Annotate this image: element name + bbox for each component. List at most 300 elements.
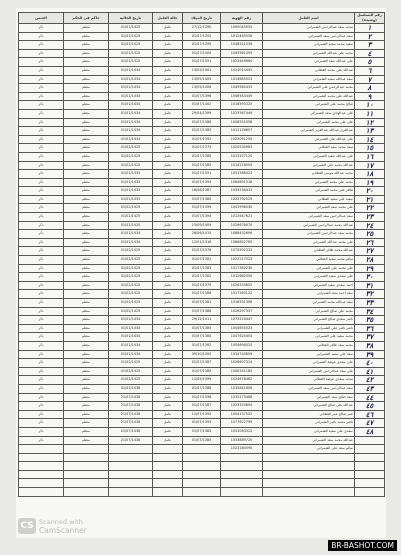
table-cell: سالم محمد سعيد القطاني (263, 256, 355, 265)
table-cell: منطم (64, 427, 109, 436)
table-cell: منطم (64, 290, 109, 299)
table-cell: 01/01/1434 (109, 316, 153, 325)
table-cell: 1023324894 (221, 402, 263, 411)
table-cell: ناصر سعدي صالح الشمراني (263, 316, 355, 325)
table-cell (355, 453, 385, 462)
table-cell: ١ (355, 24, 385, 33)
table-cell: عامل (153, 118, 183, 127)
table-cell: 1013157120 (221, 152, 263, 161)
table-row (19, 445, 385, 454)
table-cell: 1077622799 (221, 419, 263, 428)
table-cell: ذكر (19, 427, 64, 436)
table-cell: عامل (153, 109, 183, 118)
empty-row (19, 479, 385, 488)
table-row (19, 419, 385, 428)
table-cell: ٧ (355, 75, 385, 84)
table-cell: 01/07/1393 (183, 419, 221, 428)
table-row (19, 178, 385, 187)
table-cell: ٤٢ (355, 376, 385, 385)
column-header: حالة العامل (153, 13, 183, 24)
table-cell: عبدالله محمد عبدالرحمن الشمراني (263, 221, 355, 230)
table-cell: 01/07/1391 (183, 170, 221, 179)
table-cell: ٢٦ (355, 238, 385, 247)
table-cell: ذكر (19, 341, 64, 350)
table-cell: محمد سعدي عوضة القطاني (263, 376, 355, 385)
table-cell: 01/07/1388 (183, 307, 221, 316)
table-cell: 1051568423 (221, 170, 263, 179)
table-cell: 1035841606 (221, 384, 263, 393)
table-cell (153, 470, 183, 479)
table-cell: منطم (64, 32, 109, 41)
table-cell: عامل (153, 32, 183, 41)
table-cell: 01/07/1386 (183, 290, 221, 299)
table-cell: 01/07/1402 (183, 101, 221, 110)
table-cell: ذكر (19, 213, 64, 222)
table-cell: عامل (153, 238, 183, 247)
table-cell: محمد سعد عبدالرحمن الشمراني (263, 230, 355, 239)
table-cell: علي عبدالهادي سعد الشمراني (263, 109, 355, 118)
table-cell: 01/02/1425 (109, 213, 153, 222)
table-cell: عامل (153, 393, 183, 402)
table-cell: ٦ (355, 66, 385, 75)
table-cell: 26/06/1415 (183, 230, 221, 239)
column-header: الجنس (19, 13, 64, 24)
table-cell: عامل (153, 273, 183, 282)
table-cell: 11/07/1392 (183, 410, 221, 419)
table-cell: منطم (64, 75, 109, 84)
table-cell: 1008551058 (221, 118, 263, 127)
table-cell: 1044655023 (221, 324, 263, 333)
table-cell: سعيد علي سعيد القطاني (263, 195, 355, 204)
table-cell: منطم (64, 410, 109, 419)
watermark-line-1: Scanned with (39, 518, 83, 526)
table-cell: منطم (64, 144, 109, 153)
table-cell: عامل (153, 213, 183, 222)
table-cell: ٢٨ (355, 256, 385, 265)
table-row (19, 333, 385, 342)
table-cell: 01/07/1387 (183, 402, 221, 411)
table-cell: منطم (64, 316, 109, 325)
camscanner-watermark (18, 516, 123, 536)
table-cell: منطم (64, 419, 109, 428)
table-cell: 1026607314 (221, 359, 263, 368)
table-cell: عامل (153, 41, 183, 50)
table-cell: ذكر (19, 436, 64, 445)
table-cell: ذكر (19, 195, 64, 204)
empty-row (19, 470, 385, 479)
table-cell: ذكر (19, 84, 64, 93)
table-cell: 1035273488 (221, 393, 263, 402)
table-cell: منطم (64, 350, 109, 359)
table-cell: 01/07/1390 (183, 41, 221, 50)
table-cell (64, 445, 109, 454)
table-cell: 21/07/1438 (109, 436, 153, 445)
table-cell: منطم (64, 367, 109, 376)
table-cell: ذكر (19, 161, 64, 170)
table-row (19, 84, 385, 93)
table-cell: عامل (153, 195, 183, 204)
table-cell: 01/07/1379 (183, 281, 221, 290)
table-cell: عامل (153, 187, 183, 196)
table-row (19, 170, 385, 179)
table-cell: ٤٠ (355, 359, 385, 368)
table-cell: منطم (64, 299, 109, 308)
table-cell: 09/10/1392 (183, 350, 221, 359)
table-cell: ناصر ناصر علي الشمراني (263, 324, 355, 333)
table-cell: ١٩ (355, 178, 385, 187)
table-cell: محمد علي صالح الشمراني (263, 307, 355, 316)
table-cell: منطم (64, 152, 109, 161)
table-cell: عامل (153, 84, 183, 93)
table-cell: 1046583449 (221, 92, 263, 101)
table-cell: 1012465558 (221, 32, 263, 41)
table-row (19, 341, 385, 350)
table-cell: 1012647621 (221, 213, 263, 222)
table-cell (19, 488, 64, 497)
table-cell: 01/07/1388 (183, 118, 221, 127)
table-cell: ١٦ (355, 152, 385, 161)
table-cell: ١٧ (355, 161, 385, 170)
table-cell: 01/01/1425 (109, 41, 153, 50)
table-cell (263, 470, 355, 479)
table-cell: 01/01/1434 (109, 101, 153, 110)
table-cell (355, 462, 385, 471)
table-cell (263, 462, 355, 471)
column-header: تاريخ الحالية (109, 13, 153, 24)
table-cell (19, 470, 64, 479)
table-cell: ذكر (19, 402, 64, 411)
table-cell: 1040241185 (221, 367, 263, 376)
table-cell: عامل (153, 419, 183, 428)
table-cell: ٣٨ (355, 341, 385, 350)
table-cell: ٢٣ (355, 213, 385, 222)
table-row (19, 384, 385, 393)
table-cell (109, 488, 153, 497)
table-cell: 01/01/1434 (109, 75, 153, 84)
table-cell: 1033889720 (221, 436, 263, 445)
table-cell: 01/07/1382 (183, 273, 221, 282)
table-cell: ٣١ (355, 281, 385, 290)
table-cell: 01/07/1381 (183, 256, 221, 265)
table-cell: 1035534412 (221, 187, 263, 196)
table-cell: 01/07/1398 (183, 393, 221, 402)
table-cell: ذكر (19, 109, 64, 118)
table-row (19, 264, 385, 273)
table-row (19, 24, 385, 33)
table-row (19, 187, 385, 196)
table-cell (153, 453, 183, 462)
table-cell (64, 479, 109, 488)
empty-row (19, 462, 385, 471)
table-row (19, 195, 385, 204)
table-cell: 01/07/1384 (183, 333, 221, 342)
table-cell: 01/01/1425 (109, 24, 153, 33)
table-row (19, 230, 385, 239)
table-cell: عامل (153, 290, 183, 299)
table-cell (64, 462, 109, 471)
table-cell: محمد سعد ظافر القطاني (263, 341, 355, 350)
table-cell (221, 488, 263, 497)
table-row (19, 109, 385, 118)
table-cell: عامل (153, 49, 183, 58)
table-cell (19, 453, 64, 462)
table-cell: علي عبدالله علي الشمراني (263, 135, 355, 144)
table-cell: 01/01/1434 (109, 341, 153, 350)
table-cell: سعد عبدالرحمن سعد الشمراني (263, 213, 355, 222)
table-cell (355, 436, 385, 445)
table-row (19, 273, 385, 282)
table-cell: 21/07/1438 (109, 419, 153, 428)
table-cell: احمد سعدي سعيد الشمراني (263, 281, 355, 290)
table-cell: عامل (153, 66, 183, 75)
table-row (19, 213, 385, 222)
table-cell: ذكر (19, 384, 64, 393)
table-cell: سعيد محمد سعيد الشمراني (263, 41, 355, 50)
table-cell: 01/01/1425 (109, 49, 153, 58)
table-cell: 01/01/1434 (109, 333, 153, 342)
table-row (19, 152, 385, 161)
table-cell: سعد عبدالله محمد الشمراني (263, 299, 355, 308)
table-cell: عبدالله علي صالح الشمراني (263, 402, 355, 411)
table-cell: 1022217523 (221, 256, 263, 265)
table-cell: منطم (64, 170, 109, 179)
table-header (19, 13, 385, 24)
table-cell: عامل (153, 221, 183, 230)
table-cell: 1049560433 (221, 84, 263, 93)
table-cell: 1075592333 (221, 247, 263, 256)
empty-row (19, 488, 385, 497)
table-cell: محمد سعيد علي الشمراني (263, 333, 355, 342)
table-cell: ١٤ (355, 135, 385, 144)
table-row (19, 238, 385, 247)
table-cell: منطم (64, 41, 109, 50)
table-row (19, 350, 385, 359)
table-cell: 1025567449 (221, 109, 263, 118)
table-cell: 1068452696 (221, 230, 263, 239)
table-cell: 1066652785 (221, 238, 263, 247)
table-cell: ذكر (19, 324, 64, 333)
table-cell: 01/07/1380 (183, 152, 221, 161)
table-cell: عامل (153, 101, 183, 110)
table-cell: عامل (153, 376, 183, 385)
table-cell: 01/02/1425 (109, 221, 153, 230)
table-cell: ناصر محمد ناصر الشمراني (263, 419, 355, 428)
table-cell: منطم (64, 127, 109, 136)
table-cell: 01/07/1396 (183, 92, 221, 101)
table-cell: 21/07/1438 (109, 393, 153, 402)
table-cell: عمر صالح عمر القطاني (263, 410, 355, 419)
table-cell: ٤٧ (355, 419, 385, 428)
table-cell: 13/05/1401 (183, 66, 221, 75)
table-cell: علي عبدالله سعد الشمراني (263, 58, 355, 67)
table-cell: 1016593325 (221, 101, 263, 110)
table-cell: ذكر (19, 152, 64, 161)
column-header: تاريخ الميلاد (183, 13, 221, 24)
table-cell: 01/01/1434 (109, 92, 153, 101)
table-cell: ٣٧ (355, 333, 385, 342)
table-body (19, 24, 385, 497)
table-cell: ذكر (19, 307, 64, 316)
table-cell: 1034745859 (221, 350, 263, 359)
column-header: حاكم في الحكم (64, 13, 109, 24)
table-cell: 27/12/1390 (183, 24, 221, 33)
table-cell: منطم (64, 436, 109, 445)
table-cell: 01/07/1385 (183, 367, 221, 376)
table-cell: ٢٧ (355, 247, 385, 256)
table-cell: 29/12/1411 (183, 316, 221, 325)
table-cell (355, 445, 385, 454)
table-cell: عامل (153, 333, 183, 342)
table-cell: ذكر (19, 333, 64, 342)
table-cell: 01/01/1435 (109, 178, 153, 187)
table-cell: علي محمد عبدالله الشمراني (263, 238, 355, 247)
column-header: اسم العامل (263, 13, 355, 24)
table-cell: ذكر (19, 135, 64, 144)
table-cell: عامل (153, 324, 183, 333)
table-cell (183, 462, 221, 471)
table-cell: ذكر (19, 118, 64, 127)
table-cell: ذكر (19, 247, 64, 256)
table-cell: 1026676070 (221, 221, 263, 230)
table-row (19, 66, 385, 75)
table-cell: ذكر (19, 58, 64, 67)
table-cell: منطم (64, 49, 109, 58)
table-cell: علي محمد سعد الشمراني (263, 204, 355, 213)
table-cell (109, 462, 153, 471)
table-cell: منطم (64, 359, 109, 368)
table-cell: منطم (64, 256, 109, 265)
table-cell: 1047624404 (221, 333, 263, 342)
table-row (19, 144, 385, 153)
table-cell (355, 470, 385, 479)
table-cell: عامل (153, 427, 183, 436)
table-cell: ٢٩ (355, 264, 385, 273)
table-cell: ٣٩ (355, 350, 385, 359)
table-cell: 01/07/1387 (183, 359, 221, 368)
table-cell: عامل (153, 359, 183, 368)
table-cell: 01/07/1380 (183, 195, 221, 204)
table-cell: ١٨ (355, 170, 385, 179)
table-row (19, 307, 385, 316)
table-cell (263, 453, 355, 462)
table-cell: 15/09/1409 (183, 221, 221, 230)
table-row (19, 359, 385, 368)
table-cell: عامل (153, 299, 183, 308)
table-cell (221, 479, 263, 488)
table-cell: 1016531396 (221, 299, 263, 308)
table-row (19, 135, 385, 144)
table-cell (64, 470, 109, 479)
table-row (19, 436, 385, 445)
table-cell: عامل (153, 341, 183, 350)
table-cell: 29/04/1399 (183, 109, 221, 118)
table-cell: ذكر (19, 350, 64, 359)
table-cell: عبدالله محمد سعد الشمراني (263, 436, 355, 445)
table-cell: ٤٦ (355, 410, 385, 419)
table-cell (109, 445, 153, 454)
table-cell: 01/01/1434 (109, 238, 153, 247)
table-cell: ذكر (19, 127, 64, 136)
table-cell: 01/01/1435 (109, 195, 153, 204)
table-cell: منطم (64, 376, 109, 385)
table-cell: ٢٢ (355, 204, 385, 213)
table-cell (153, 462, 183, 471)
table-row (19, 393, 385, 402)
table-cell: صالح محمد علي الشمراني (263, 101, 355, 110)
table-cell: 01/02/1425 (109, 144, 153, 153)
table-cell: 01/01/1435 (109, 187, 153, 196)
table-cell: ذكر (19, 264, 64, 273)
table-cell (64, 453, 109, 462)
table-row (19, 290, 385, 299)
table-cell: سعد عبدالرحمن سعد الشمراني (263, 32, 355, 41)
table-cell: 01/02/1425 (109, 281, 153, 290)
table-row (19, 427, 385, 436)
table-cell: عامل (153, 161, 183, 170)
table-cell: 01/01/1434 (109, 118, 153, 127)
table-cell (221, 470, 263, 479)
table-cell: ذكر (19, 75, 64, 84)
table-row (19, 410, 385, 419)
table-cell: عبدالله محمد علي الشمراني (263, 161, 355, 170)
table-cell: ذكر (19, 256, 64, 265)
camscanner-logo-icon: CS (18, 518, 36, 534)
watermark-line-2: CamScanner (39, 526, 87, 535)
table-cell: 1048521536 (221, 41, 263, 50)
table-row (19, 41, 385, 50)
table-cell: ٣ (355, 41, 385, 50)
table-cell: 1054694025 (221, 341, 263, 350)
table-cell: 21/07/1438 (109, 410, 153, 419)
table-cell: عبدالله علي محمد القطاني (263, 66, 355, 75)
table-cell: ذكر (19, 238, 64, 247)
table-cell: 1017263122 (221, 290, 263, 299)
table-cell: 01/01/1434 (109, 135, 153, 144)
table-cell: 01/07/1392 (183, 341, 221, 350)
table-cell: ذكر (19, 204, 64, 213)
table-cell: سعد عبدالرحمن سعد الشمراني (263, 384, 355, 393)
table-cell: ذكر (19, 393, 64, 402)
table-cell: منطم (64, 178, 109, 187)
table-cell: 1022051250 (221, 135, 263, 144)
table-row (19, 204, 385, 213)
table-cell (109, 470, 153, 479)
table-cell (183, 479, 221, 488)
table-cell: ٣٤ (355, 307, 385, 316)
table-cell: 1024014455 (221, 66, 263, 75)
table-cell: محمد عبدالله موسى القطاني (263, 170, 355, 179)
table-cell: ٢٠ (355, 187, 385, 196)
table-row (19, 127, 385, 136)
table-cell: عامل (153, 367, 183, 376)
table-cell: ذكر (19, 41, 64, 50)
table-row (19, 256, 385, 265)
table-row (19, 75, 385, 84)
table-cell: منطم (64, 247, 109, 256)
table-cell: ذكر (19, 92, 64, 101)
table-cell: ذكر (19, 359, 64, 368)
table-cell: 1090045055 (221, 24, 263, 33)
table-cell: 01/02/1425 (109, 273, 153, 282)
table-cell: 01/07/1385 (183, 324, 221, 333)
table-cell: منطم (64, 238, 109, 247)
table-cell: 01/01/1438 (109, 384, 153, 393)
table-cell: ٥ (355, 58, 385, 67)
table-cell (355, 479, 385, 488)
table-cell: منطم (64, 264, 109, 273)
table-cell: 1045561095 (221, 49, 263, 58)
table-cell: عامل (153, 307, 183, 316)
